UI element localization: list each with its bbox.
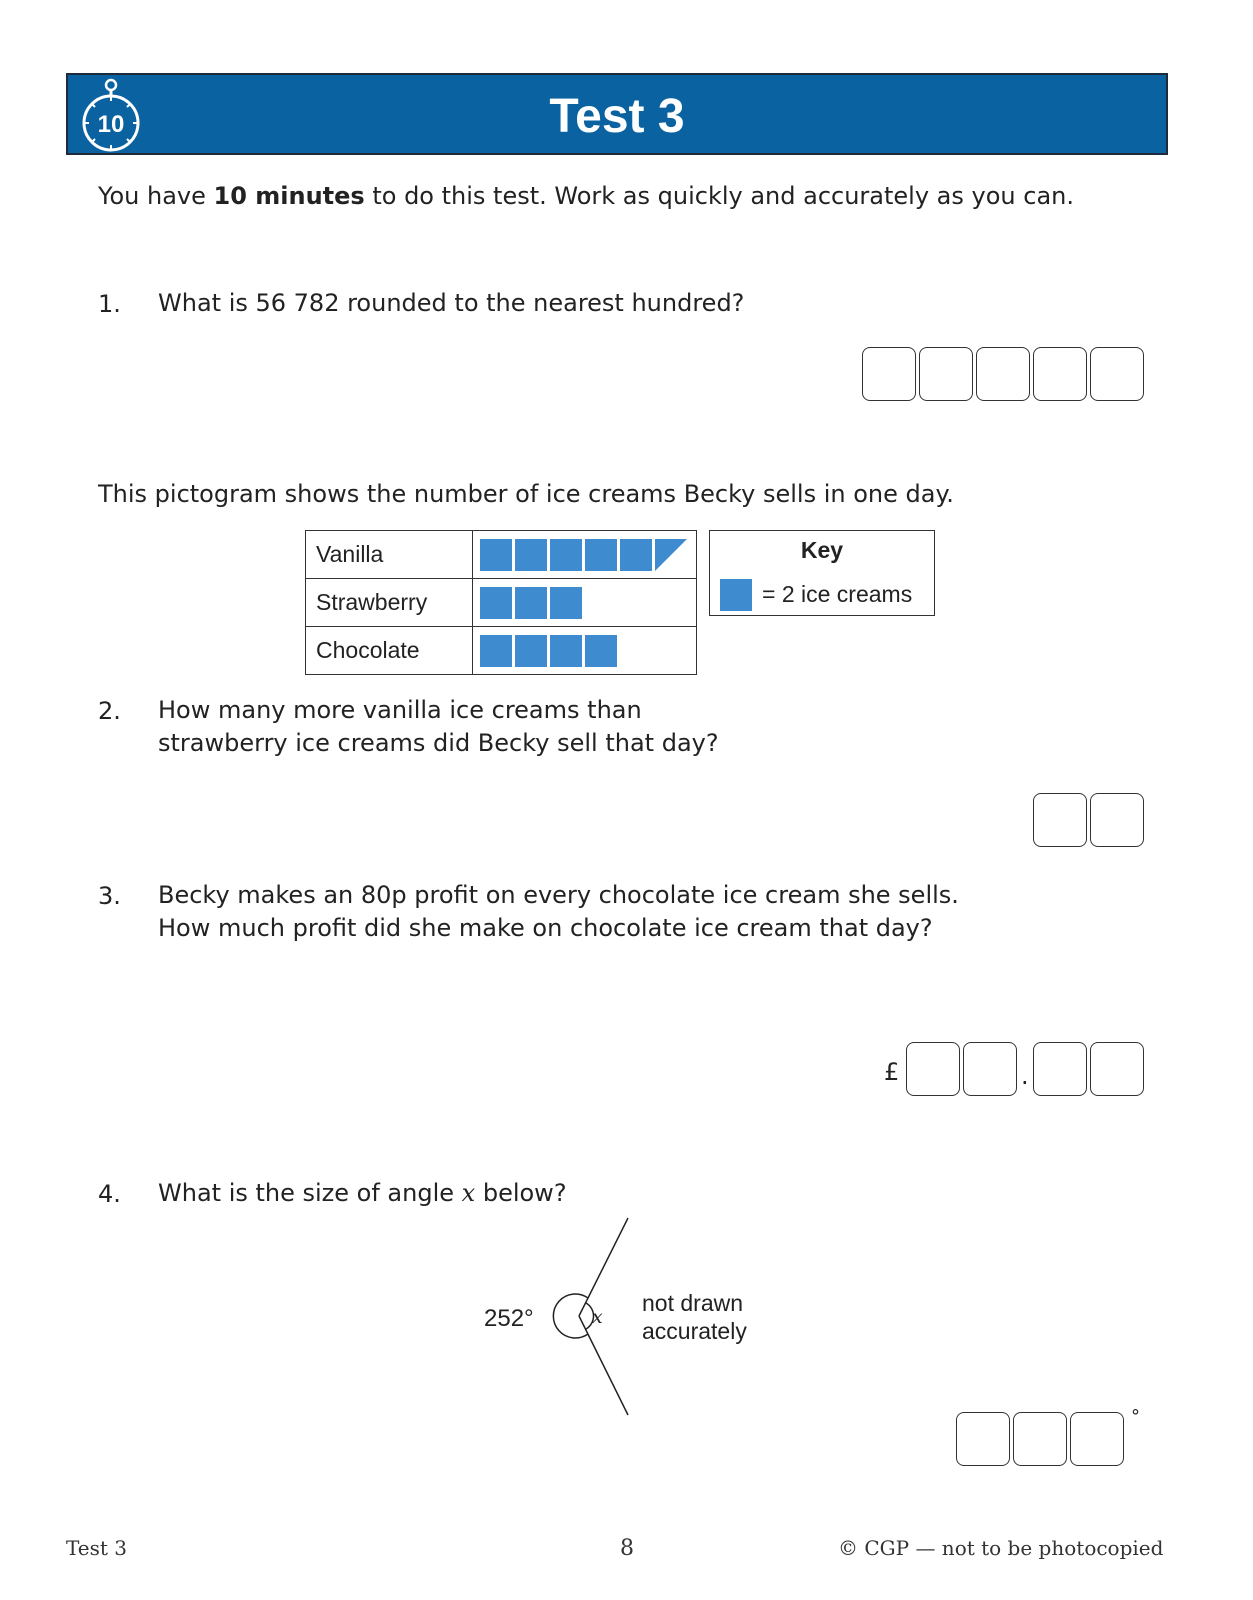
currency-symbol: £ [884,1058,900,1086]
pictogram-row-vanilla [306,531,697,579]
ice-cream-icon [550,539,582,571]
degree-symbol: ° [1131,1406,1140,1427]
ice-cream-icon [550,587,582,619]
intro-text [98,180,1074,213]
q1-answer-box[interactable] [919,347,973,401]
not-drawn-note-line2: accurately [642,1318,747,1344]
q3-answer-box[interactable] [1033,1042,1087,1096]
ice-cream-icon [720,579,752,611]
ice-cream-icon [585,539,617,571]
pictogram-key [709,530,935,616]
row-icons [473,531,697,579]
key-text: = 2 ice creams [762,581,913,607]
q1-answer-box[interactable] [1090,347,1144,401]
row-icons [473,627,697,675]
q4-text-pre: What is the size of angle [158,1179,462,1207]
footer-copyright: © CGP — not to be photocopied [838,1536,1164,1560]
q1-answer-box[interactable] [1033,347,1087,401]
timer-label: 10 [97,111,125,138]
key-title: Key [800,537,844,563]
page-title: Test 3 [549,90,685,143]
decimal-point: . [1021,1062,1029,1090]
half-ice-cream-icon [655,539,687,571]
reflex-angle-arc [553,1294,588,1338]
q4-text-var: x [461,1179,476,1207]
footer-left: Test 3 [66,1536,128,1560]
ice-cream-icon [515,539,547,571]
angle-ray-lower [579,1316,628,1415]
ice-cream-icon [620,539,652,571]
ice-cream-icon [480,539,512,571]
q3-number: 3. [98,882,121,910]
q4-number: 4. [98,1180,121,1208]
q3-answer-box[interactable] [1090,1042,1144,1096]
page-number: 8 [620,1536,634,1561]
q3-answer-box[interactable] [906,1042,960,1096]
q4-text-post: below? [475,1179,567,1207]
row-label: Vanilla [306,531,473,579]
reflex-angle-label: 252° [484,1305,534,1332]
q1-answer-box[interactable] [976,347,1030,401]
q2-line1: How many more vanilla ice creams than [158,696,642,724]
q1-answer-box[interactable] [862,347,916,401]
ice-cream-icon [480,587,512,619]
q1-text: What is 56 782 rounded to the nearest hundred? [158,289,745,317]
angle-diagram [470,1210,790,1420]
q2-answer-box[interactable] [1090,793,1144,847]
not-drawn-note-line1: not drawn [642,1290,744,1316]
q3-answer-box[interactable] [963,1042,1017,1096]
pictogram-row-strawberry [306,579,697,627]
row-icons [473,579,697,627]
test-header-banner [66,73,1168,155]
q3-line1: Becky makes an 80p profit on every chocolate ice cream she sells. [158,881,959,909]
row-label: Chocolate [306,627,473,675]
ice-cream-icon [550,635,582,667]
q4-text [158,1177,567,1210]
pictogram-intro: This pictogram shows the number of ice creams Becky sells in one day. [98,480,954,508]
intro-bold: 10 minutes [213,182,365,210]
angle-ray-upper [579,1218,628,1316]
ice-cream-icon [480,635,512,667]
ice-cream-icon [515,635,547,667]
ice-cream-icon [585,635,617,667]
q4-answer-box[interactable] [956,1412,1010,1466]
q4-answer-box[interactable] [1013,1412,1067,1466]
angle-x-label: x [592,1306,603,1328]
q2-number: 2. [98,697,121,725]
q1-number: 1. [98,290,121,318]
q2-answer-box[interactable] [1033,793,1087,847]
pictogram-table [305,530,697,675]
q3-line2: How much profit did she make on chocolate ice cream that day? [158,914,933,942]
q2-line2: strawberry ice creams did Becky sell that day? [158,729,719,757]
pictogram-row-chocolate [306,627,697,675]
ice-cream-icon [515,587,547,619]
intro-pre: You have [98,182,214,210]
q4-answer-box[interactable] [1070,1412,1124,1466]
row-label: Strawberry [306,579,473,627]
intro-post: to do this test. Work as quickly and accurately as you can. [364,182,1074,210]
